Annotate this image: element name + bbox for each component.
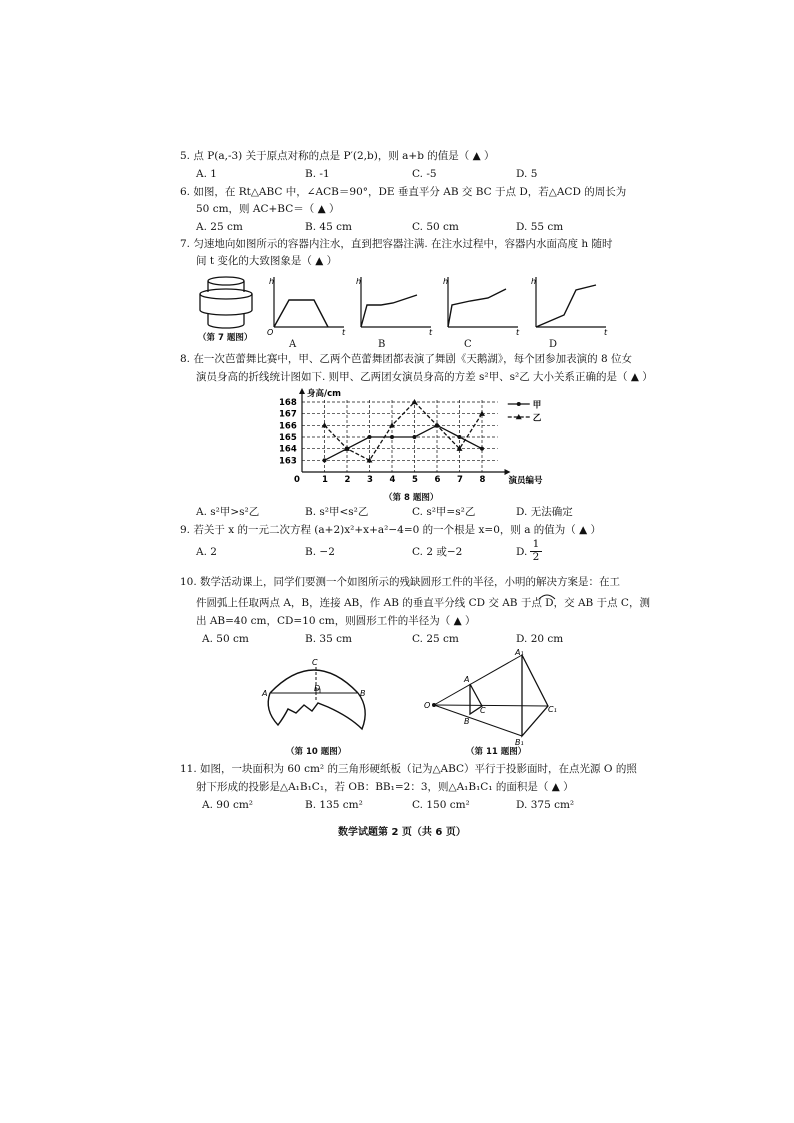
- q7-graph-b-h-label: h: [356, 277, 362, 286]
- q7-graph-a: [266, 273, 350, 335]
- q10-option-c: C. 25 cm: [412, 633, 459, 645]
- q6-option-d: D. 55 cm: [516, 221, 564, 233]
- q7-graph-c-label: C: [464, 339, 472, 350]
- chart8-series-line-1: [325, 402, 483, 460]
- q10-stem-line1: 10. 数学活动课上，同学们要测一个如图所示的残缺圆形工件的半径，小明的解决方案是：在工: [180, 576, 621, 588]
- q11-option-b: B. 135 cm²: [305, 799, 363, 811]
- chart8-x-axis-title: 演员编号: [508, 476, 543, 486]
- q7-graph-b-label: B: [378, 339, 386, 350]
- q7-graph-d: [528, 273, 612, 335]
- q10-figure-caption: （第 10 题图）: [286, 747, 347, 757]
- q8-line-chart: [278, 388, 558, 490]
- chart8-series-0-point-6: [458, 435, 462, 439]
- q8-figure-caption: （第 8 题图）: [384, 493, 439, 503]
- chart8-y-tick-label-0: 163: [279, 456, 297, 467]
- q11-option-c: C. 150 cm²: [412, 799, 470, 811]
- q5-option-a: A. 1: [196, 168, 217, 180]
- q11-stem-line1: 11. 如图，一块面积为 60 cm² 的三角形硬纸板（记为△ABC）平行于投影面时，在点光源 O 的照: [180, 763, 637, 775]
- q11-projection-figure: [424, 650, 568, 746]
- q7-container-figure: [196, 272, 256, 332]
- chart8-x-tick-label-6: 7: [457, 475, 463, 485]
- q11-figure-caption: （第 11 题图）: [466, 747, 527, 757]
- chart8-series-1-point-7: [479, 411, 485, 416]
- q6-option-a: A. 25 cm: [196, 221, 243, 233]
- q7-graph-c: [440, 273, 524, 335]
- q10-label-b: B: [360, 689, 366, 698]
- q11-stem-line2: 射下形成的投影是△A₁B₁C₁，若 OB：BB₁=2：3，则△A₁B₁C₁ 的面积是（ ▲ ）: [196, 781, 574, 793]
- chart8-y-tick-label-1: 164: [279, 444, 297, 455]
- q7-graph-b-t-label: t: [429, 328, 433, 337]
- q10-option-b: B. 35 cm: [305, 633, 352, 645]
- chart8-series-0-point-7: [480, 447, 484, 451]
- q7-stem-line2: 间 t 变化的大致图象是（ ▲ ）: [196, 255, 338, 267]
- q8-stem-line2: 演员身高的折线统计图如下. 则甲、乙两团女演员身高的方差 s²甲、s²乙 大小关系正确的是（ ▲ ）: [196, 371, 653, 383]
- chart8-x-tick-label-7: 8: [479, 475, 486, 485]
- q10-label-d: D: [314, 684, 321, 693]
- q7-graph-d-label: D: [549, 339, 558, 350]
- q10-arc-mark: [537, 592, 557, 600]
- q5-option-d: D. 5: [516, 168, 538, 180]
- q5-option-b: B. -1: [305, 168, 330, 180]
- q7-graph-d-t-label: t: [604, 328, 608, 337]
- q5-stem: 5. 点 P(a,-3) 关于原点对称的点是 P′(2,b)，则 a+b 的值是（ ▲ ）: [180, 150, 495, 162]
- q10-stem-line2: 件圆弧上任取两点 A，B，连接 AB，作 AB 的垂直平分线 CD 交 AB 于点 D，交 AB 于点 C，测: [196, 597, 650, 609]
- q11-label-b: B: [464, 717, 470, 726]
- q9-option-d-prefix: D.: [516, 546, 528, 558]
- chart8-y-axis-arrow: [299, 388, 305, 394]
- q6-stem-line1: 6. 如图，在 Rt△ABC 中，∠ACB＝90°，DE 垂直平分 AB 交 BC 于点 D，若△ACD 的周长为: [180, 186, 627, 198]
- chart8-x-tick-label-0: 1: [322, 475, 328, 485]
- chart8-x-axis-arrow: [505, 469, 511, 475]
- q9-option-a: A. 2: [196, 546, 217, 558]
- q9-stem: 9. 若关于 x 的一元二次方程 (a+2)x²+x+a²−4=0 的一个根是 x=0，则 a 的值为（ ▲ ）: [180, 524, 602, 536]
- q9-option-d-numerator: 1: [532, 538, 540, 550]
- q9-option-d-fraction: [530, 539, 542, 563]
- q10-option-d: D. 20 cm: [516, 633, 564, 645]
- chart8-series-1-point-5: [434, 422, 440, 427]
- q7-graph-d-h-label: h: [531, 277, 537, 286]
- chart8-legend-marker-0: [517, 402, 521, 406]
- q5-option-c: C. -5: [412, 168, 437, 180]
- q8-option-d: D. 无法确定: [516, 506, 573, 518]
- q10-label-c: C: [312, 658, 318, 667]
- q8-option-a: A. s²甲>s²乙: [196, 506, 260, 518]
- chart8-legend-label-1: 乙: [532, 413, 542, 424]
- q10-option-a: A. 50 cm: [202, 633, 249, 645]
- q11-label-a1: A₁: [515, 648, 524, 657]
- q7-graph-a-o-label: O: [267, 328, 274, 337]
- chart8-series-0-point-0: [323, 458, 327, 462]
- q10-label-a: A: [262, 689, 268, 698]
- q10-stem-line3: 出 AB=40 cm，CD=10 cm，则圆形工件的半径为（ ▲ ）: [196, 615, 476, 627]
- chart8-series-1-point-4: [412, 399, 418, 404]
- q11-label-b1: B₁: [515, 738, 524, 747]
- q11-label-a: A: [464, 675, 470, 684]
- q7-graph-b: [353, 273, 437, 335]
- q6-option-b: B. 45 cm: [305, 221, 352, 233]
- q6-option-c: C. 50 cm: [412, 221, 459, 233]
- q8-stem-line1: 8. 在一次芭蕾舞比赛中，甲、乙两个芭蕾舞团都表演了舞剧《天鹅湖》，每个团参加表演的 8 位女: [180, 353, 632, 365]
- chart8-y-tick-label-5: 168: [279, 398, 297, 408]
- q11-option-d: D. 375 cm²: [516, 799, 575, 811]
- chart8-y-tick-label-3: 166: [279, 421, 297, 432]
- q7-graph-c-t-label: t: [516, 328, 520, 337]
- chart8-series-1-point-0: [322, 422, 328, 427]
- q9-option-d-denominator: 2: [530, 551, 542, 563]
- chart8-series-0-point-4: [413, 435, 417, 439]
- q7-graph-a-h-label: h: [269, 277, 275, 286]
- q6-stem-line2: 50 cm，则 AC+BC＝（ ▲ ）: [196, 203, 340, 215]
- q11-label-c1: C₁: [548, 705, 557, 714]
- q7-graph-a-t-label: t: [342, 328, 346, 337]
- q8-option-c: C. s²甲=s²乙: [412, 506, 476, 518]
- q11-label-o: O: [424, 701, 431, 710]
- q7-stem-line1: 7. 匀速地向如图所示的容器内注水，直到把容器注满. 在注水过程中，容器内水面高度 h 随时: [180, 238, 613, 250]
- chart8-series-0-point-3: [390, 435, 394, 439]
- q10-broken-circle-figure: [258, 655, 370, 733]
- chart8-legend-label-0: 甲: [532, 400, 542, 411]
- chart8-y-tick-label-4: 167: [279, 409, 297, 420]
- chart8-x-tick-label-1: 2: [344, 475, 351, 485]
- chart8-origin-label: 0: [294, 475, 300, 485]
- q7-graph-a-label: A: [289, 339, 297, 350]
- chart8-y-tick-label-2: 165: [279, 433, 297, 443]
- q8-option-b: B. s²甲<s²乙: [305, 506, 369, 518]
- chart8-x-tick-label-3: 4: [389, 475, 396, 485]
- q11-label-c: C: [480, 706, 486, 715]
- chart8-series-line-0: [325, 425, 483, 460]
- chart8-y-axis-title: 身高/cm: [307, 389, 342, 399]
- page-footer: 数学试题第 2 页（共 6 页）: [338, 827, 466, 838]
- q9-option-b: B. −2: [305, 546, 335, 558]
- q9-option-c: C. 2 或−2: [412, 546, 463, 558]
- q7-graph-c-h-label: h: [443, 277, 449, 286]
- q11-option-a: A. 90 cm²: [202, 799, 254, 811]
- chart8-x-tick-label-4: 5: [412, 475, 418, 485]
- chart8-x-tick-label-2: 3: [367, 475, 373, 485]
- chart8-x-tick-label-5: 6: [434, 475, 441, 485]
- q7-figure-caption: （第 7 题图）: [198, 333, 253, 343]
- chart8-series-0-point-2: [368, 435, 372, 439]
